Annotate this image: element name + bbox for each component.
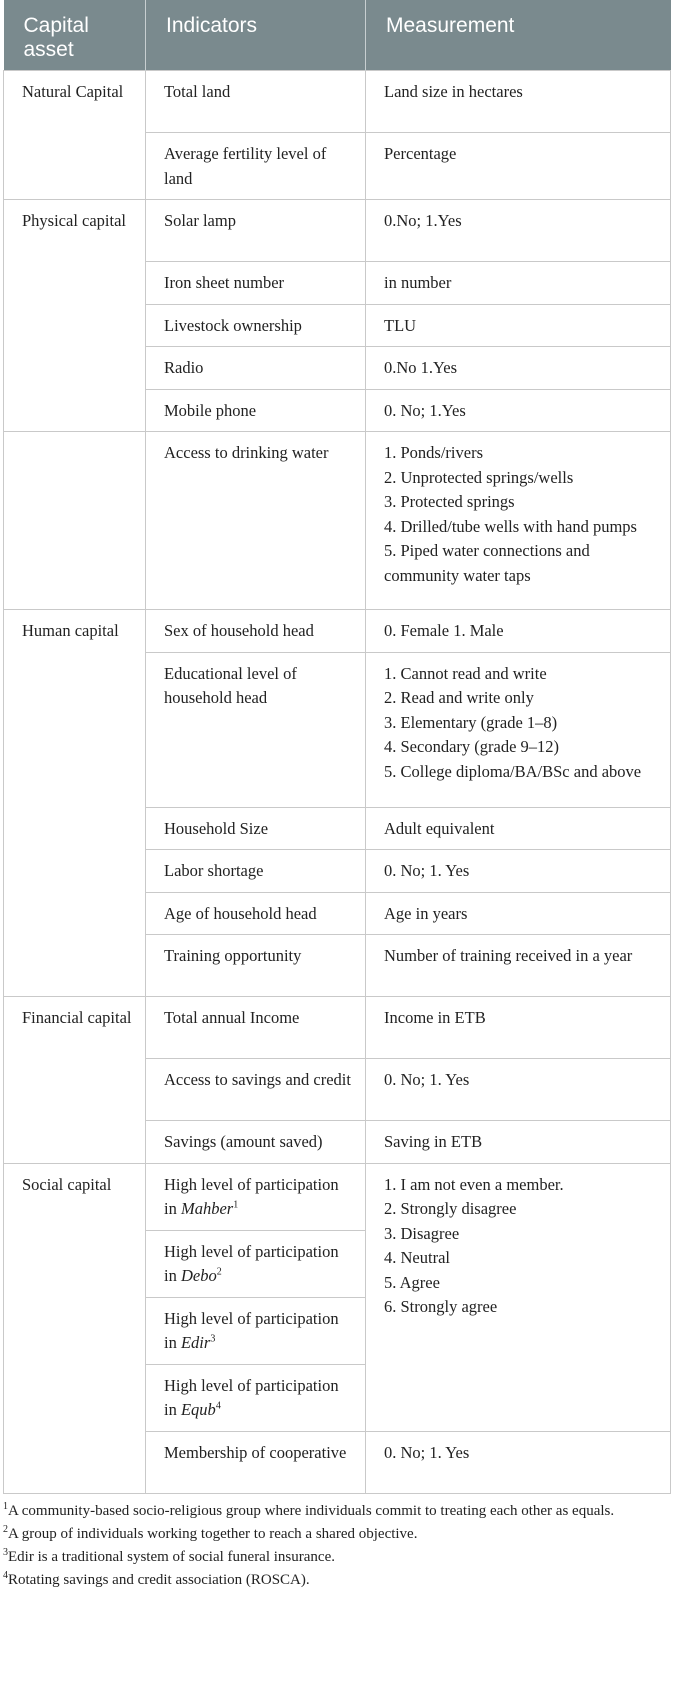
footnote	[3, 1500, 653, 1523]
list-item: 4. Drilled/tube wells with hand pumps	[384, 516, 637, 536]
list-item: 4. Neutral	[384, 1248, 450, 1267]
indicator-cell: Radio	[146, 347, 366, 390]
measurement-cell: Income in ETB	[366, 997, 671, 1059]
measurement-cell: TLU	[366, 304, 671, 347]
indicator-cell: Mobile phone	[146, 389, 366, 432]
indicator-cell: Solar lamp	[146, 200, 366, 262]
list-item: 4. Secondary (grade 9–12)	[384, 737, 560, 756]
header-measurement: Measurement	[366, 0, 671, 71]
footnote	[3, 1569, 653, 1592]
indicator-cell: Savings (amount saved)	[146, 1121, 366, 1164]
list-item: 6. Strongly agree	[384, 1297, 498, 1316]
list-item: 5. College diploma/BA/BSc and above	[384, 761, 642, 781]
indicator-cell: Sex of household head	[146, 610, 366, 653]
measurement-cell: 0.No; 1.Yes	[366, 200, 671, 262]
indicator-cell: Total annual Income	[146, 997, 366, 1059]
measurement-cell: Land size in hectares	[366, 71, 671, 133]
participation-prefix: High level of participation in	[164, 1174, 339, 1218]
list-item: 5. Agree	[384, 1272, 440, 1292]
footnote-mark: 4	[3, 1569, 8, 1581]
indicator-cell	[146, 1364, 366, 1431]
list-item: 3. Elementary (grade 1–8)	[384, 712, 558, 732]
measurement-cell	[366, 652, 671, 807]
footnotes	[3, 1494, 653, 1592]
list-item: 1. Cannot read and write	[384, 663, 547, 683]
measurement-cell	[366, 1163, 671, 1431]
footnote-text: Edir is a traditional system of social funeral insurance.	[8, 1548, 335, 1565]
education-level-list	[384, 662, 658, 785]
measurement-cell: 0. Female 1. Male	[366, 610, 671, 653]
measurement-cell: Adult equivalent	[366, 807, 671, 850]
table-row	[4, 997, 671, 1059]
footnote-ref: 1	[233, 1199, 239, 1211]
list-item: 2. Read and write only	[384, 688, 534, 707]
indicator-cell: Access to savings and credit	[146, 1059, 366, 1121]
list-item: 1. Ponds/rivers	[384, 443, 483, 462]
measurement-cell: in number	[366, 262, 671, 305]
agreement-scale-list	[384, 1173, 658, 1320]
footnote-text: A group of individuals working together to reach a shared objective.	[8, 1525, 418, 1542]
indicator-cell	[146, 1163, 366, 1230]
indicator-cell: Livestock ownership	[146, 304, 366, 347]
table-row	[4, 1163, 671, 1230]
capital-cell: Physical capital	[4, 200, 146, 432]
footnote-mark: 3	[3, 1546, 8, 1558]
measurement-cell: 0. No; 1.Yes	[366, 389, 671, 432]
group-name: Edir	[180, 1333, 211, 1352]
footnote-text: Rotating savings and credit association (ROSCA).	[8, 1571, 310, 1588]
capital-cell-empty	[4, 432, 146, 610]
list-item: 2. Unprotected springs/wells	[384, 467, 574, 487]
footnote	[3, 1523, 653, 1546]
footnote-ref: 4	[215, 1400, 221, 1412]
participation-prefix: High level of participation in	[164, 1241, 339, 1285]
group-name: Debo	[180, 1266, 217, 1285]
list-item: 2. Strongly disagree	[384, 1199, 517, 1218]
indicator-cell: Labor shortage	[146, 850, 366, 893]
header-indicators: Indicators	[146, 0, 366, 71]
indicator-cell: Age of household head	[146, 892, 366, 935]
measurement-cell: Age in years	[366, 892, 671, 935]
group-name: Mahber	[180, 1199, 234, 1218]
list-item: 3. Protected springs	[384, 492, 515, 511]
indicator-cell: Access to drinking water	[146, 432, 366, 610]
measurement-cell: 0. No; 1. Yes	[366, 850, 671, 893]
footnote-mark: 1	[3, 1500, 8, 1512]
indicator-cell: Training opportunity	[146, 935, 366, 997]
list-item: 1. I am not even a member.	[384, 1174, 564, 1194]
footnote	[3, 1546, 653, 1569]
measurement-cell	[366, 432, 671, 610]
participation-prefix: High level of participation in	[164, 1308, 339, 1352]
table-row	[4, 432, 671, 610]
footnote-ref: 2	[216, 1266, 222, 1278]
header-capital-asset: Capital asset	[4, 0, 146, 71]
indicator-cell: Educational level of household head	[146, 652, 366, 807]
capital-cell: Social capital	[4, 1163, 146, 1493]
capital-cell: Human capital	[4, 610, 146, 997]
table-header	[4, 0, 671, 71]
capital-asset-table	[3, 0, 671, 1494]
indicator-cell: Household Size	[146, 807, 366, 850]
measurement-cell: Percentage	[366, 133, 671, 200]
table-row	[4, 200, 671, 262]
indicator-cell: Iron sheet number	[146, 262, 366, 305]
footnote-mark: 2	[3, 1523, 8, 1535]
measurement-cell: 0. No; 1. Yes	[366, 1059, 671, 1121]
indicator-cell	[146, 1230, 366, 1297]
indicator-cell: Total land	[146, 71, 366, 133]
measurement-cell: Saving in ETB	[366, 1121, 671, 1164]
participation-prefix: High level of participation in	[164, 1375, 339, 1419]
footnote-ref: 3	[210, 1333, 216, 1345]
measurement-cell: Number of training received in a year	[366, 935, 671, 997]
indicator-cell: Membership of cooperative	[146, 1431, 366, 1493]
measurement-cell: 0.No 1.Yes	[366, 347, 671, 390]
table-row	[4, 610, 671, 653]
footnote-text: A community-based socio-religious group where individuals commit to treating each other as equals.	[8, 1502, 615, 1519]
indicator-cell	[146, 1297, 366, 1364]
list-item: 5. Piped water connections and community water taps	[384, 541, 590, 585]
capital-cell: Financial capital	[4, 997, 146, 1164]
indicator-cell: Average fertility level of land	[146, 133, 366, 200]
list-item: 3. Disagree	[384, 1223, 460, 1243]
table-row	[4, 71, 671, 133]
measurement-cell: 0. No; 1. Yes	[366, 1431, 671, 1493]
group-name: Equb	[180, 1400, 216, 1419]
water-source-list	[384, 441, 658, 588]
capital-cell: Natural Capital	[4, 71, 146, 200]
